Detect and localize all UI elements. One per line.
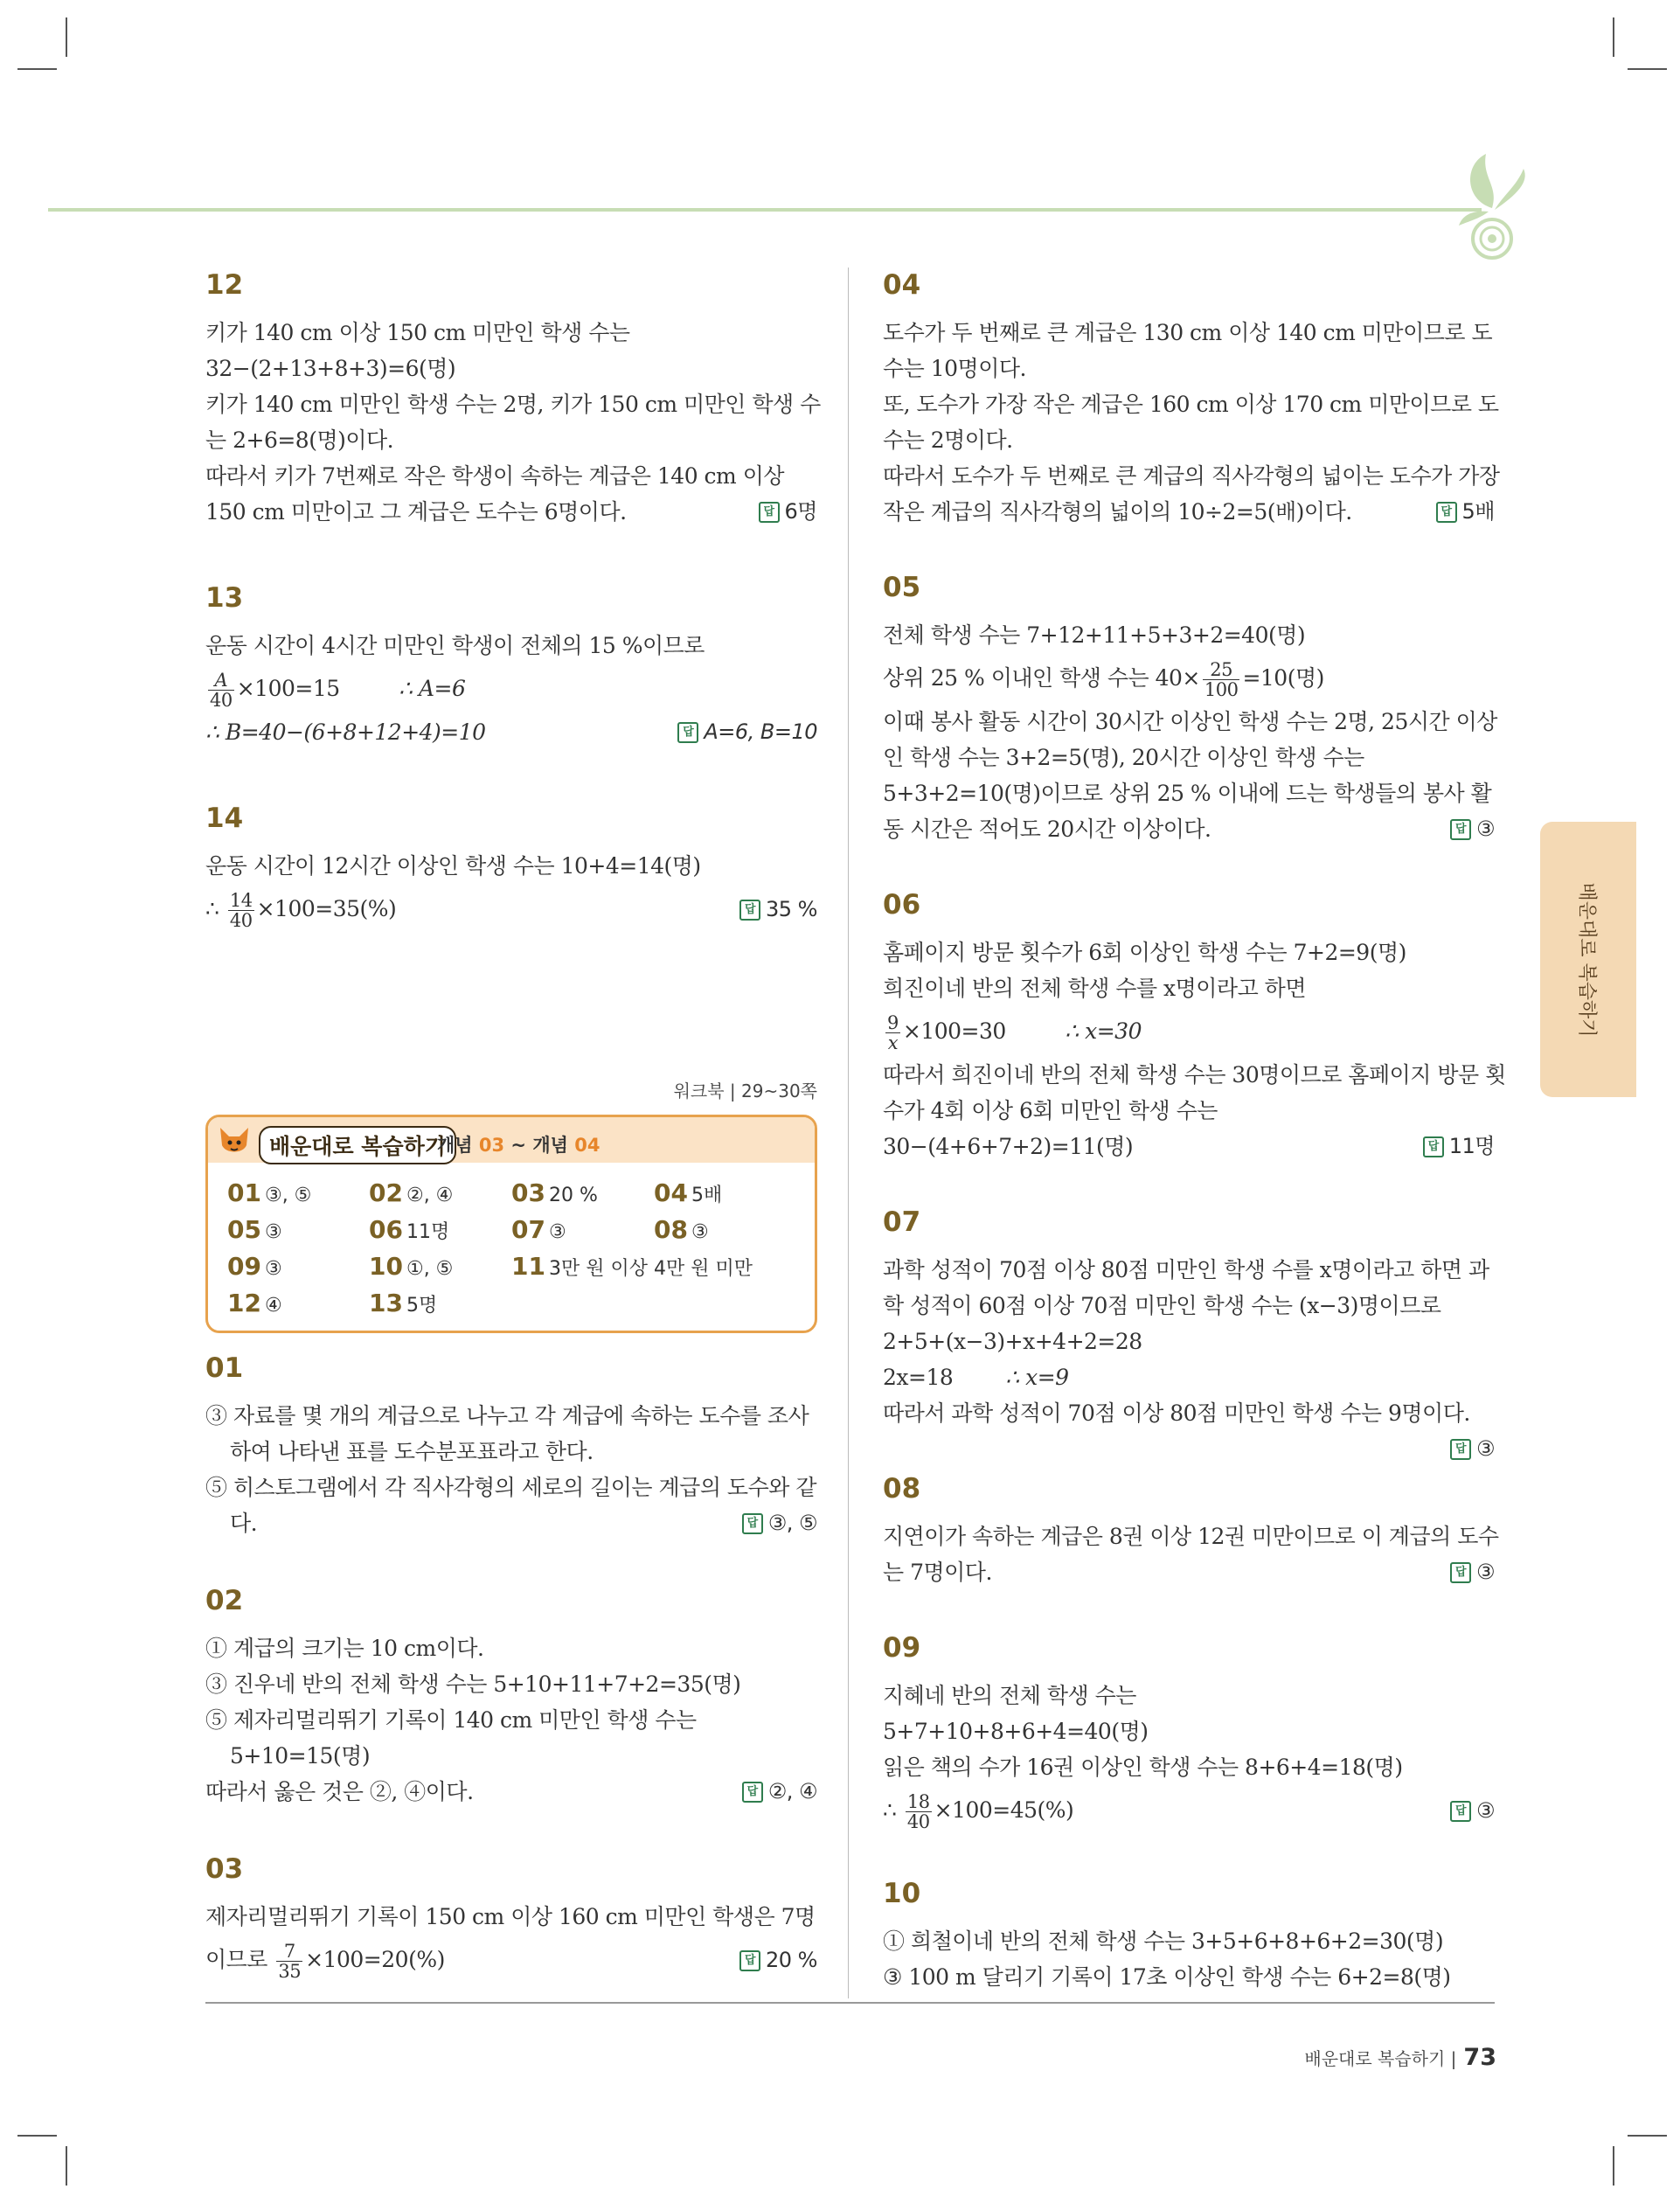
text-line: 따라서 과학 성적이 70점 이상 80점 미만인 학생 수는 9명이다.	[883, 1400, 1470, 1426]
item-number: 10	[369, 1252, 403, 1281]
text-line: 수는 10명이다.	[883, 356, 1026, 381]
text-line: ① 희철이네 반의 전체 학생 수는 3+5+6+8+6+2=30(명)	[883, 1928, 1444, 1954]
fraction	[228, 891, 254, 930]
crop-mark	[17, 68, 57, 70]
formula-line	[883, 1006, 1495, 1057]
text-line: 따라서 키가 7번째로 작은 학생이 속하는 계급은 140 cm 이상	[205, 463, 785, 489]
right-column	[883, 268, 1506, 2046]
denominator: 40	[210, 690, 233, 711]
text-line: 이때 봉사 활동 시간이 30시간 이상인 학생 수는 2명, 25시간 이상	[883, 709, 1497, 734]
text-line	[883, 1129, 1495, 1164]
text-line: 2+5+(x−3)+x+4+2=28	[883, 1329, 1142, 1354]
item-number: 12	[227, 1289, 261, 1317]
problem-number: 02	[205, 1585, 244, 1616]
answer-cell	[369, 1215, 449, 1244]
item-number: 07	[511, 1215, 545, 1244]
text-line: 학 성적이 60점 이상 70점 미만인 학생 수는 (x−3)명이므로	[883, 1293, 1441, 1318]
side-tab-label: 배운대로 복습하기	[1575, 881, 1598, 1038]
text-line: 홈페이지 방문 횟수가 6회 이상인 학생 수는 7+2=9(명)	[883, 940, 1406, 965]
item-answer: ④	[264, 1295, 282, 1317]
review-range	[437, 1131, 600, 1157]
text-span: 따라서 옳은 것은 ②, ④이다.	[205, 1779, 474, 1804]
item-answer: 5명	[406, 1295, 438, 1317]
answer-mark-icon: 답	[1450, 1439, 1471, 1460]
text-span: 2x=18	[883, 1365, 954, 1390]
text-line: 제자리멀리뛰기 기록이 150 cm 이상 160 cm 미만인 학생은 7명	[205, 1904, 816, 1929]
answer-value: 11명	[1448, 1134, 1495, 1158]
solution-10	[883, 1876, 1495, 1995]
text-line: 수는 2명이다.	[883, 427, 1013, 453]
answer	[1450, 1785, 1495, 1836]
numerator: 9	[887, 1012, 899, 1033]
text-line: 운동 시간이 4시간 미만인 학생이 전체의 15 %이므로	[205, 633, 705, 658]
crop-mark	[1628, 68, 1667, 70]
text-line	[883, 811, 1495, 847]
left-column-lower	[205, 1351, 817, 2036]
answer-mark-icon: 답	[1423, 1136, 1444, 1157]
item-answer: ③	[264, 1258, 282, 1280]
item-number: 05	[227, 1215, 261, 1244]
footer-label: 배운대로 복습하기 |	[1304, 2048, 1457, 2069]
formula-text: 상위 25 % 이내인 학생 수는 40×	[883, 665, 1200, 691]
item-number: 03	[511, 1178, 545, 1207]
problem-number: 03	[205, 1853, 244, 1885]
problem-number: 13	[205, 582, 244, 614]
problem-number: 01	[205, 1352, 244, 1384]
item-answer: 11명	[406, 1221, 450, 1243]
item-number: 13	[369, 1289, 403, 1317]
answer-value: ③	[1475, 1436, 1495, 1461]
text-line	[883, 494, 1495, 530]
fraction	[276, 1942, 302, 1981]
denominator: x	[887, 1032, 899, 1053]
header-rule	[48, 208, 1482, 212]
solution-14	[205, 801, 817, 935]
answer	[1450, 811, 1495, 847]
text-line: 키가 140 cm 미만인 학생 수는 2명, 키가 150 cm 미만인 학생 수	[205, 392, 821, 417]
answer-mark-icon: 답	[739, 900, 760, 921]
answer-cell	[511, 1178, 598, 1207]
therefore-symbol: ∴	[883, 1797, 897, 1823]
solution-06	[883, 887, 1506, 1164]
answer	[742, 1774, 817, 1810]
item-answer: 20 %	[548, 1185, 598, 1206]
text-line: 읽은 책의 수가 16권 이상인 학생 수는 8+6+4=18(명)	[883, 1755, 1403, 1780]
text-line: ⑤ 제자리멀리뛰기 기록이 140 cm 미만인 학생 수는	[205, 1707, 697, 1733]
answer-cell	[227, 1289, 282, 1317]
answer	[1450, 1431, 1495, 1467]
answer-value: 6명	[784, 499, 817, 524]
item-number: 02	[369, 1178, 403, 1207]
answer-mark-icon: 답	[739, 1950, 760, 1971]
text-line: ③ 100 m 달리기 기록이 17초 이상인 학생 수는 6+2=8(명)	[883, 1964, 1451, 1990]
formula-text: ×100=35(%)	[256, 896, 397, 921]
numerator: 18	[906, 1791, 930, 1812]
workbook-reference: 워크북 | 29~30쪽	[673, 1081, 817, 1102]
problem-number: 14	[205, 803, 244, 834]
fraction	[208, 671, 234, 710]
range-text: ~ 개념	[504, 1135, 575, 1156]
text-line: ③ 진우네 반의 전체 학생 수는 5+10+11+7+2=35(명)	[205, 1671, 741, 1697]
text-line	[205, 1505, 817, 1541]
denominator: 40	[229, 910, 253, 931]
solution-09	[883, 1630, 1495, 1836]
text-line: 32−(2+13+8+3)=6(명)	[205, 356, 456, 381]
fraction	[906, 1792, 932, 1831]
numerator: 14	[229, 890, 253, 911]
item-answer: ②, ④	[406, 1185, 454, 1206]
answer	[759, 494, 817, 530]
range-start: 03	[478, 1135, 505, 1156]
answer-value: A=6, B=10	[704, 719, 817, 744]
formula-text: ×100=20(%)	[305, 1947, 445, 1972]
item-answer: ①, ⑤	[406, 1258, 454, 1280]
solution-12	[205, 268, 821, 530]
answer-value: ③	[1475, 817, 1495, 841]
text-line: 하여 나타낸 표를 도수분포표라고 한다.	[230, 1439, 594, 1464]
item-number: 11	[511, 1252, 545, 1281]
text-line: 수가 4회 이상 6회 미만인 학생 수는	[883, 1098, 1218, 1123]
crop-mark	[1628, 2135, 1667, 2137]
solution-03	[205, 1852, 817, 1985]
formula-text: ×100=45(%)	[934, 1797, 1074, 1823]
solution-13	[205, 580, 817, 750]
text-line: 5+7+10+8+6+4=40(명)	[883, 1719, 1149, 1744]
text-line: 5+3+2=10(명)이므로 상위 25 % 이내에 드는 학생들의 봉사 활	[883, 781, 1492, 806]
text-line: 운동 시간이 12시간 이상인 학생 수는 10+4=14(명)	[205, 853, 701, 879]
text-line	[883, 1359, 1495, 1395]
item-answer: 3만 원 이상 4만 원 미만	[548, 1258, 753, 1280]
answer-cell	[654, 1215, 709, 1244]
solution-08	[883, 1471, 1499, 1590]
item-number: 04	[654, 1178, 688, 1207]
footer-rule	[205, 2002, 1495, 2004]
solution-02	[205, 1583, 817, 1810]
text-line: 키가 140 cm 이상 150 cm 미만인 학생 수는	[205, 320, 630, 345]
crop-mark	[17, 2135, 57, 2137]
section-side-tab[interactable]	[1540, 822, 1636, 1097]
answer-cell	[654, 1178, 722, 1207]
item-number: 01	[227, 1178, 261, 1207]
denominator: 35	[278, 1961, 302, 1982]
formula-text: ∴ A=6	[399, 676, 466, 701]
text-line	[205, 494, 817, 530]
text-line: 는 2+6=8(명)이다.	[205, 427, 394, 453]
denominator: 40	[906, 1811, 930, 1832]
problem-number: 12	[205, 269, 244, 301]
formula-line	[883, 1785, 1495, 1836]
answer-value: 35 %	[766, 897, 817, 921]
fraction	[885, 1013, 900, 1053]
review-title: 배운대로 복습하기	[259, 1126, 456, 1164]
text-line: 또, 도수가 가장 작은 계급은 160 cm 이상 170 cm 미만이므로 도	[883, 392, 1499, 417]
answer-mark-icon: 답	[742, 1782, 763, 1803]
answer-cell	[227, 1215, 282, 1244]
denominator: 100	[1204, 679, 1239, 700]
answer-cell	[511, 1252, 753, 1281]
answer	[1450, 1554, 1495, 1590]
answer-value: ③, ⑤	[767, 1511, 817, 1535]
problem-number: 08	[883, 1473, 921, 1505]
numerator: A	[208, 671, 234, 691]
answer	[739, 1935, 817, 1985]
text-span: 30−(4+6+7+2)=11(명)	[883, 1134, 1134, 1159]
text-span: 150 cm 미만이고 그 계급은 도수는 6명이다.	[205, 499, 627, 525]
answer-mark-icon: 답	[742, 1513, 763, 1534]
crop-mark	[1613, 2146, 1614, 2186]
formula-text: ∴ x=30	[1065, 1018, 1142, 1044]
range-end: 04	[574, 1135, 600, 1156]
review-header	[208, 1117, 815, 1163]
solution-07	[883, 1205, 1495, 1461]
answer-mark-icon: 답	[1450, 1562, 1471, 1583]
answer	[677, 714, 817, 750]
answer-cell	[511, 1215, 566, 1244]
problem-number: 09	[883, 1632, 921, 1664]
text-line	[205, 714, 817, 750]
left-column	[205, 268, 821, 985]
item-number: 08	[654, 1215, 688, 1244]
formula-text: =10(명)	[1242, 665, 1324, 691]
fox-mascot-icon	[213, 1119, 255, 1161]
problem-number: 07	[883, 1206, 921, 1238]
page-footer	[1304, 2044, 1496, 2071]
problem-number: 05	[883, 572, 921, 603]
text-line: ⑤ 히스토그램에서 각 직사각형의 세로의 길이는 계급의 도수와 같	[205, 1475, 816, 1500]
text-line: 지연이가 속하는 계급은 8권 이상 12권 미만이므로 이 계급의 도수	[883, 1524, 1499, 1549]
item-answer: ③, ⑤	[264, 1185, 312, 1206]
answer-mark-icon: 답	[759, 502, 780, 523]
answer	[1423, 1129, 1495, 1164]
answer-cell	[369, 1178, 453, 1207]
text-line: 과학 성적이 70점 이상 80점 미만인 학생 수를 x명이라고 하면 과	[883, 1257, 1489, 1282]
answer-value: ②, ④	[767, 1779, 817, 1803]
text-line: 전체 학생 수는 7+12+11+5+3+2=40(명)	[883, 622, 1306, 648]
answer-mark-icon: 답	[1450, 1801, 1471, 1822]
answer-cell	[369, 1289, 437, 1317]
text-line: 도수가 두 번째로 큰 계급은 130 cm 이상 140 cm 미만이므로 도	[883, 320, 1493, 345]
answer	[1436, 494, 1495, 530]
range-text: 개념	[437, 1135, 479, 1156]
crop-mark	[1613, 17, 1614, 57]
text-line: 따라서 도수가 두 번째로 큰 계급의 직사각형의 넓이는 도수가 가장	[883, 463, 1500, 489]
answer	[739, 884, 817, 935]
text-span: 는 7명이다.	[883, 1560, 992, 1585]
page-number: 73	[1463, 2044, 1496, 2071]
item-answer: ③	[691, 1221, 709, 1243]
answer-cell	[369, 1252, 453, 1281]
text-line: 인 학생 수는 3+2=5(명), 20시간 이상인 학생 수는	[883, 745, 1364, 770]
solution-05	[883, 570, 1495, 847]
answer-mark-icon: 답	[1436, 502, 1457, 523]
formula-line	[205, 884, 817, 935]
item-answer: 5배	[691, 1185, 723, 1206]
solution-01	[205, 1351, 817, 1541]
text-span: 다.	[230, 1511, 258, 1536]
formula-line	[205, 664, 817, 714]
formula-text: ×100=30	[902, 1018, 1006, 1044]
text-line: ③ 자료를 몇 개의 계급으로 나누고 각 계급에 속하는 도수를 조사	[205, 1403, 809, 1428]
answer-mark-icon: 답	[1450, 819, 1471, 840]
therefore-symbol: ∴	[205, 896, 219, 921]
answer-value: 20 %	[766, 1948, 817, 1972]
text-line: 5+10=15(명)	[230, 1743, 371, 1769]
crop-mark	[66, 2146, 67, 2186]
leaf-ornament-icon	[1447, 147, 1534, 265]
formula-text: ×100=15	[236, 676, 340, 701]
problem-number: 04	[883, 269, 921, 301]
formula-line	[205, 1935, 817, 1985]
problem-number: 06	[883, 889, 921, 921]
text-line: 지혜네 반의 전체 학생 수는	[883, 1683, 1136, 1708]
text-line: ① 계급의 크기는 10 cm이다.	[205, 1636, 484, 1661]
answer-mark-icon: 답	[677, 722, 698, 743]
answer-cell	[227, 1252, 282, 1281]
numerator: 25	[1203, 660, 1240, 680]
text-span: 동 시간은 적어도 20시간 이상이다.	[883, 817, 1211, 842]
answer-value: 5배	[1461, 499, 1495, 524]
text-span: 작은 계급의 직사각형의 넓이의 10÷2=5(배)이다.	[883, 499, 1352, 525]
solution-04	[883, 268, 1500, 530]
answer	[742, 1505, 817, 1541]
item-number: 09	[227, 1252, 261, 1281]
answer-value: ③	[1475, 1560, 1495, 1584]
item-number: 06	[369, 1215, 403, 1244]
text-line	[883, 1554, 1495, 1590]
answer-value: ③	[1475, 1798, 1495, 1823]
text-span: ∴ x=9	[1005, 1365, 1069, 1390]
review-answer-box	[205, 1115, 817, 1333]
item-answer: ③	[264, 1221, 282, 1243]
item-answer: ③	[548, 1221, 566, 1243]
text-line	[205, 1774, 817, 1810]
text-line: 따라서 희진이네 반의 전체 학생 수는 30명이므로 홈페이지 방문 횟	[883, 1062, 1506, 1088]
text-span: ∴ B=40−(6+8+12+4)=10	[205, 719, 486, 745]
fraction	[1203, 660, 1240, 699]
text-span: 이므로	[205, 1947, 267, 1972]
numerator: 7	[276, 1942, 302, 1962]
problem-number: 10	[883, 1878, 921, 1909]
column-divider	[848, 268, 849, 1998]
answer-cell	[227, 1178, 311, 1207]
formula-line	[883, 653, 1495, 704]
crop-mark	[66, 17, 67, 57]
text-line: 희진이네 반의 전체 학생 수를 x명이라고 하면	[883, 976, 1306, 1001]
